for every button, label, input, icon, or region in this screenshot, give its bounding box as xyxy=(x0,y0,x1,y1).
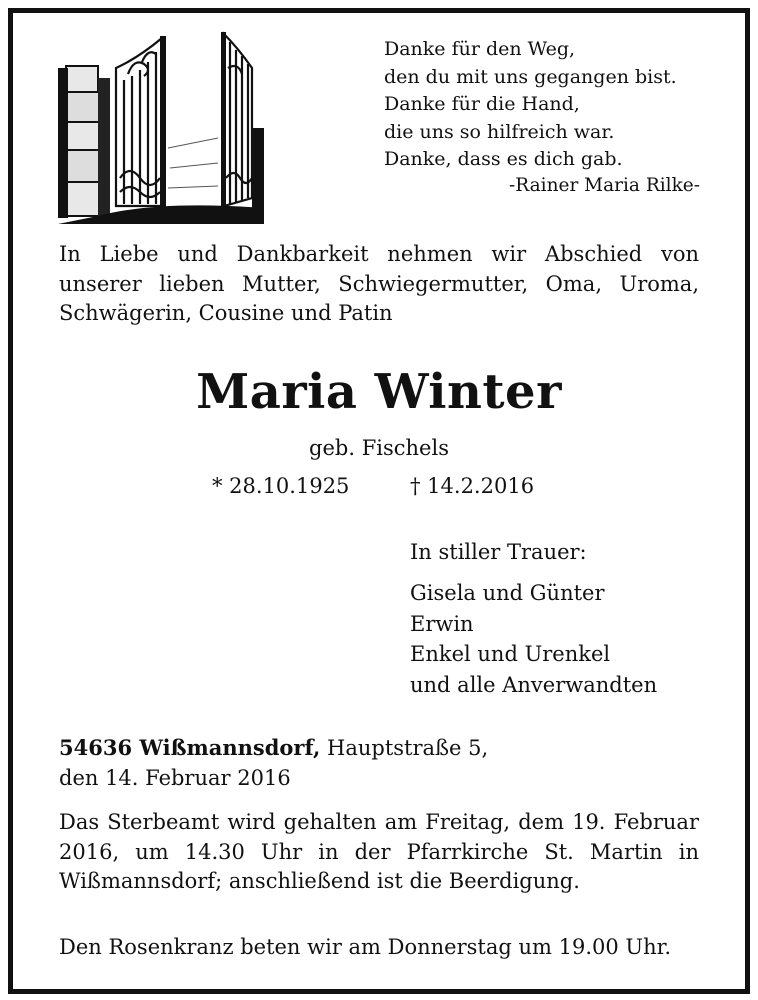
deceased-name: Maria Winter xyxy=(196,364,562,420)
rosary-text: Den Rosenkranz beten wir am Donnerstag um 19.00 Uhr. xyxy=(59,935,672,959)
birth-date: * 28.10.1925 xyxy=(212,474,350,498)
poem xyxy=(384,36,714,174)
poem-line: Danke, dass es dich gab. xyxy=(384,148,623,170)
address-date: den 14. Februar 2016 xyxy=(59,765,291,790)
address-place: 54636 Wißmannsdorf, xyxy=(59,735,321,760)
address-street: Hauptstraße 5, xyxy=(320,736,489,760)
poem-author: -Rainer Maria Rilke- xyxy=(509,175,700,196)
address-block xyxy=(59,733,709,793)
mourner-name: Gisela und Günter xyxy=(410,581,605,605)
mourner-name: Enkel und Urenkel xyxy=(410,642,611,666)
poem-line: den du mit uns gegangen bist. xyxy=(384,65,677,88)
mourners-list xyxy=(410,578,657,700)
birth-name: geb. Fischels xyxy=(309,436,449,460)
service-text: Das Sterbeamt wird gehalten am Freitag, dem 19. Februar 2016, um 14.30 Uhr in der Pfarrkirche St. Martin in Wißmannsdorf; anschließend ist die Beerdigung. xyxy=(59,810,699,893)
intro-text: In Liebe und Dankbarkeit nehmen wir Abschied von unserer lieben Mutter, Schwiegermutter, Oma, Uroma, Schwägerin, Cousine und Patin xyxy=(59,242,699,325)
poem-line: die uns so hilfreich war. xyxy=(384,120,615,143)
poem-line: Danke für den Weg, xyxy=(384,38,576,60)
poem-line: Danke für die Hand, xyxy=(384,93,580,115)
death-date: † 14.2.2016 xyxy=(410,474,535,498)
mourner-name: und alle Anverwandten xyxy=(410,672,658,697)
mourners-title: In stiller Trauer: xyxy=(410,540,587,564)
mourner-name: Erwin xyxy=(410,611,474,636)
garden-gate-illustration xyxy=(58,28,264,224)
